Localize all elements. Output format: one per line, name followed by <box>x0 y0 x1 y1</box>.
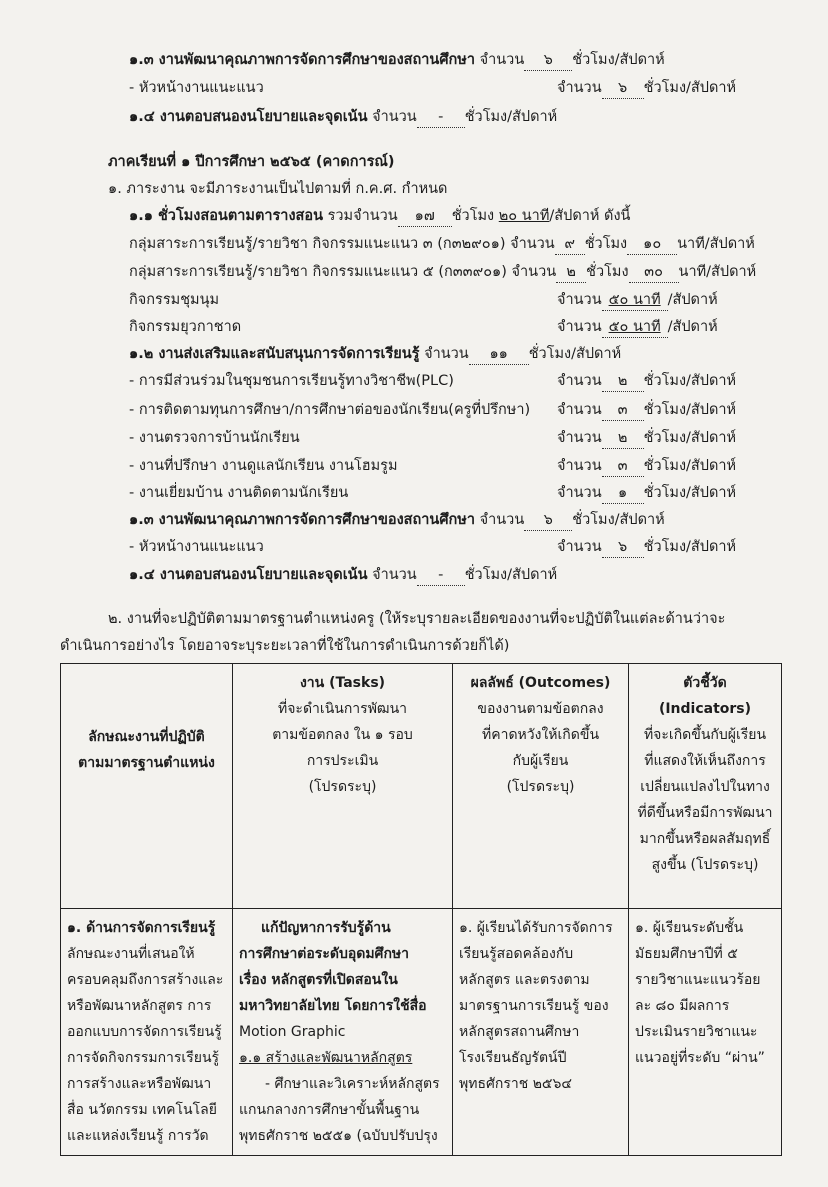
table-row <box>61 909 782 1156</box>
header-tasks: งาน (Tasks) ที่จะดำเนินการพัฒนา ตามข้อตกลง ใน ๑ รอบ การประเมิน (โปรดระบุ) <box>233 664 453 909</box>
support-item-label: - งานตรวจการบ้านนักเรียน <box>129 430 300 446</box>
guidance-head-hours: จำนวน ๖ ชั่วโมง/สัปดาห์ <box>557 537 736 558</box>
redcross-label: กิจกรรมยุวกาชาด <box>129 319 242 335</box>
standards-table <box>60 663 782 1156</box>
cell-job-type: ๑. ด้านการจัดการเรียนรู้ ลักษณะงานที่เสนอให้ ครอบคลุมถึงการสร้างและ หรือพัฒนาหลักสูตร การ ออกแบบการจัดการเรียนรู้ การจัดกิจกรรมการเรียนรู้ การสร้างและหรือพัฒนา สื่อ นวัตกรรม เทคโนโลยี และแหล่งเรียนรู้ การวัด <box>61 909 233 1156</box>
policy-line: ๑.๔ งานตอบสนองนโยบายและจุดเน้น จำนวน - ชั่วโมง/สัปดาห์ <box>129 565 557 586</box>
policy-line-prev: ๑.๔ งานตอบสนองนโยบายและจุดเน้น จำนวน - ชั่วโมง/สัปดาห์ <box>129 107 557 128</box>
subject-row-1: กลุ่มสาระการเรียนรู้/รายวิชา กิจกรรมแนะแนว ๓ (ก๓๒๙๐๑) จำนวน ๙ ชั่วโมง ๑๐ นาที/สัปดาห์ <box>129 234 755 255</box>
subject-row-2: กลุ่มสาระการเรียนรู้/รายวิชา กิจกรรมแนะแนว ๕ (ก๓๓๙๐๑) จำนวน ๒ ชั่วโมง ๓๐ นาที/สัปดาห์ <box>129 262 756 283</box>
support-item-hours: จำนวน ๒ ชั่วโมง/สัปดาห์ <box>557 428 736 449</box>
support-item-hours: จำนวน ๒ ชั่วโมง/สัปดาห์ <box>557 371 736 392</box>
support-item-label: - การติดตามทุนการศึกษา/การศึกษาต่อของนักเรียน(ครูที่ปรึกษา) <box>129 402 531 418</box>
teaching-hours-line: ๑.๑ ชั่วโมงสอนตามตารางสอน รวมจำนวน ๑๗ ชั่วโมง ๒๐ นาที/สัปดาห์ ดังนี้ <box>129 206 630 227</box>
quality-line: ๑.๓ งานพัฒนาคุณภาพการจัดการศึกษาของสถานศึกษา จำนวน ๖ ชั่วโมง/สัปดาห์ <box>129 510 665 531</box>
cell-indicators: ๑. ผู้เรียนระดับชั้น มัธยมศึกษาปีที่ ๕ รายวิชาแนะแนวร้อย ละ ๘๐ มีผลการ ประเมินรายวิชาแนะ แนวอยู่ที่ระดับ “ผ่าน” <box>629 909 782 1156</box>
guidance-head-hours-prev: จำนวน ๖ ชั่วโมง/สัปดาห์ <box>557 78 736 99</box>
club-label: กิจกรรมชุมนุม <box>129 292 220 308</box>
redcross-hours: จำนวน ๕๐ นาที /สัปดาห์ <box>557 317 718 338</box>
term-heading: ภาคเรียนที่ ๑ ปีการศึกษา ๒๕๖๕ (คาดการณ์) <box>108 154 395 170</box>
support-item-label: - งานที่ปรึกษา งานดูแลนักเรียน งานโฮมรูม <box>129 458 398 474</box>
workload-line: ๑. ภาระงาน จะมีภาระงานเป็นไปตามที่ ก.ค.ศ. กำหนด <box>108 181 448 197</box>
header-outcomes: ผลลัพธ์ (Outcomes) ของงานตามข้อตกลง ที่คาดหวังให้เกิดขึ้น กับผู้เรียน (โปรดระบุ) <box>453 664 629 909</box>
club-hours: จำนวน ๕๐ นาที /สัปดาห์ <box>557 290 718 311</box>
cell-tasks: แก้ปัญหาการรับรู้ด้าน การศึกษาต่อระดับอุดมศึกษา เรื่อง หลักสูตรที่เปิดสอนใน มหาวิทยาลัยไทย โดยการใช้สื่อ Motion Graphic ๑.๑ สร้างและพัฒนาหลักสูตร - ศึกษาและวิเคราะห์หลักสูตร แกนกลางการศึกษาขั้นพื้นฐาน พุทธศักราช ๒๕๕๑ (ฉบับปรับปรุง <box>233 909 453 1156</box>
table-header-row <box>61 664 782 909</box>
quality-line-prev: ๑.๓ งานพัฒนาคุณภาพการจัดการศึกษาของสถานศึกษา จำนวน ๖ ชั่วโมง/สัปดาห์ <box>129 50 665 71</box>
support-item-hours: จำนวน ๓ ชั่วโมง/สัปดาห์ <box>557 400 736 421</box>
section2-line1: ๒. งานที่จะปฏิบัติตามมาตรฐานตำแหน่งครู (ให้ระบุรายละเอียดของงานที่จะปฏิบัติในแต่ละด้านว่าจะ <box>108 611 726 627</box>
support-item-label: - การมีส่วนร่วมในชุมชนการเรียนรู้ทางวิชาชีพ(PLC) <box>129 373 454 389</box>
header-indicators: ตัวชี้วัด (Indicators) ที่จะเกิดขึ้นกับผู้เรียน ที่แสดงให้เห็นถึงการ เปลี่ยนแปลงไปในทาง ที่ดีขึ้นหรือมีการพัฒนา มากขึ้นหรือผลสัมฤทธิ์ สูงขึ้น (โปรดระบุ) <box>629 664 782 909</box>
support-line: ๑.๒ งานส่งเสริมและสนับสนุนการจัดการเรียนรู้ จำนวน ๑๑ ชั่วโมง/สัปดาห์ <box>129 344 621 365</box>
support-item-hours: จำนวน ๑ ชั่วโมง/สัปดาห์ <box>557 483 736 504</box>
header-job-type: ลักษณะงานที่ปฏิบัติ ตามมาตรฐานตำแหน่ง <box>61 664 233 909</box>
section2-line2: ดำเนินการอย่างไร โดยอาจระบุระยะเวลาที่ใช้ในการดำเนินการด้วยก็ได้) <box>60 638 510 654</box>
guidance-head-line-prev: - หัวหน้างานแนะแนว <box>129 80 264 96</box>
cell-outcomes: ๑. ผู้เรียนได้รับการจัดการ เรียนรู้สอดคล้องกับ หลักสูตร และตรงตาม มาตรฐานการเรียนรู้ ของ หลักสูตรสถานศึกษา โรงเรียนธัญรัตน์ปี พุทธศักราช ๒๕๖๔ <box>453 909 629 1156</box>
guidance-head-label: - หัวหน้างานแนะแนว <box>129 539 264 555</box>
support-item-label: - งานเยี่ยมบ้าน งานติดตามนักเรียน <box>129 485 349 501</box>
support-item-hours: จำนวน ๓ ชั่วโมง/สัปดาห์ <box>557 456 736 477</box>
